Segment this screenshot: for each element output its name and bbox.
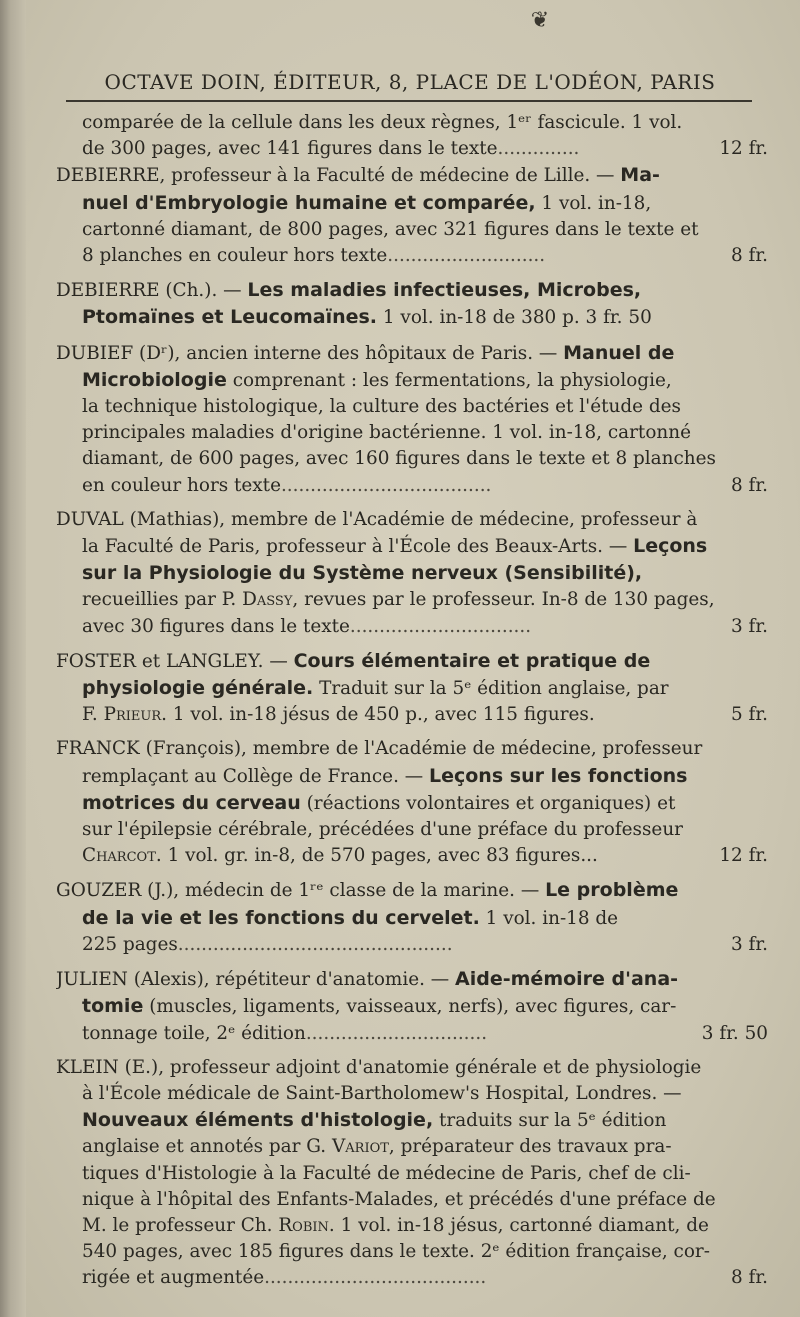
catalog-line: M. le professeur Ch. Robin. 1 vol. in-18 jésus, cartonné diamant, de xyxy=(82,1214,709,1236)
catalog-line: FRANCK (François), membre de l'Académie de médecine, professeur xyxy=(56,738,703,760)
price: 8 fr. xyxy=(731,245,768,267)
catalog-line: KLEIN (E.), professeur adjoint d'anatomie générale et de physiologie xyxy=(56,1056,702,1078)
catalog-line: GOUZER (J.), médecin de 1ʳᵉ classe de la marine. — Le problème xyxy=(56,879,679,902)
catalog-line: comparée de la cellule dans les deux règnes, 1ᵉʳ fascicule. 1 vol. xyxy=(82,112,683,133)
publisher-header: OCTAVE DOIN, ÉDITEUR, 8, PLACE DE L'ODÉON, PARIS xyxy=(104,70,716,94)
catalog-line: DEBIERRE (Ch.). — Les maladies infectieuses, Microbes, xyxy=(56,279,642,302)
catalog-line: Nouveaux éléments d'histologie, traduits sur la 5ᵉ édition xyxy=(82,1109,667,1132)
catalog-content xyxy=(56,110,768,1292)
catalog-line: DUVAL (Mathias), membre de l'Académie de médecine, professeur à xyxy=(56,508,698,530)
catalog-line: principales maladies d'origine bactérienne. 1 vol. in-18, cartonné xyxy=(82,422,691,444)
catalog-line: Microbiologie comprenant : les fermentations, la physiologie, xyxy=(82,368,672,391)
catalog-line: Ptomaïnes et Leucomaïnes. 1 vol. in-18 de 380 p. 3 fr. 50 xyxy=(82,306,652,329)
catalog-line: rigée et augmentée...................................... 8 fr. xyxy=(56,1265,768,1291)
catalog-line: de 300 pages, avec 141 figures dans le texte.............. 12 fr. xyxy=(56,136,768,162)
catalog-line: physiologie générale. Traduit sur la 5ᵉ édition anglaise, par xyxy=(82,677,669,700)
header-rule xyxy=(66,100,752,102)
catalog-line: avec 30 figures dans le texte............................... 3 fr. xyxy=(56,614,768,640)
catalog-line: F. Prieur. 1 vol. in-18 jésus de 450 p., avec 115 figures. 5 fr. xyxy=(56,702,768,728)
page-binding-edge xyxy=(0,0,26,1317)
catalog-line: 540 pages, avec 185 figures dans le texte. 2ᵉ édition française, cor- xyxy=(82,1241,710,1263)
catalog-line: JULIEN (Alexis), répétiteur d'anatomie. — Aide-mémoire d'ana- xyxy=(56,968,679,991)
catalog-line: en couleur hors texte.................................... 8 fr. xyxy=(56,473,768,499)
catalog-line: 225 pages............................................... 3 fr. xyxy=(56,932,768,958)
price: 12 fr. xyxy=(719,138,768,160)
catalog-line: sur l'épilepsie cérébrale, précédées d'une préface du professeur xyxy=(82,819,683,841)
price: 3 fr. 50 xyxy=(701,1022,768,1044)
catalog-line: nuel d'Embryologie humaine et comparée, 1 vol. in-18, xyxy=(82,191,652,214)
catalog-line: à l'École médicale de Saint-Bartholomew's Hospital, Londres. — xyxy=(82,1082,682,1104)
catalog-line: la technique histologique, la culture des bactéries et l'étude des xyxy=(82,396,681,418)
catalog-line: nique à l'hôpital des Enfants-Malades, et précédés d'une préface de xyxy=(82,1188,716,1210)
price: 3 fr. xyxy=(731,933,768,955)
catalog-line: remplaçant au Collège de France. — Leçons sur les fonctions xyxy=(82,764,688,787)
price: 8 fr. xyxy=(731,1267,768,1289)
catalog-line: FOSTER et LANGLEY. — Cours élémentaire et pratique de xyxy=(56,649,651,672)
catalog-line: DEBIERRE, professeur à la Faculté de médecine de Lille. — Ma- xyxy=(56,164,660,187)
catalog-line: anglaise et annotés par G. Variot, préparateur des travaux pra- xyxy=(82,1136,672,1158)
catalog-line: tiques d'Histologie à la Faculté de médecine de Paris, chef de cli- xyxy=(82,1162,691,1184)
price: 12 fr. xyxy=(719,845,768,867)
catalog-line: 8 planches en couleur hors texte........................... 8 fr. xyxy=(56,243,768,269)
catalog-line: de la vie et les fonctions du cervelet. 1 vol. in-18 de xyxy=(82,906,619,929)
catalog-line: tonnage toile, 2ᵉ édition............................... 3 fr. 50 xyxy=(56,1021,768,1047)
catalog-line: Charcot. 1 vol. gr. in-8, de 570 pages, avec 83 figures... 12 fr. xyxy=(56,843,768,869)
catalog-line: tomie (muscles, ligaments, vaisseaux, nerfs), avec figures, car- xyxy=(82,995,677,1018)
catalog-line: cartonné diamant, de 800 pages, avec 321 figures dans le texte et xyxy=(82,218,699,240)
price: 8 fr. xyxy=(731,474,768,496)
catalog-line: diamant, de 600 pages, avec 160 figures dans le texte et 8 planches xyxy=(82,448,716,470)
price: 3 fr. xyxy=(731,615,768,637)
price: 5 fr. xyxy=(731,704,768,726)
ornament-icon: ❦ xyxy=(530,8,550,33)
catalog-line: recueillies par P. Dassy, revues par le professeur. In-8 de 130 pages, xyxy=(82,589,715,611)
catalog-line: sur la Physiologie du Système nerveux (Sensibilité), xyxy=(82,562,643,585)
catalog-line: DUBIEF (Dʳ), ancien interne des hôpitaux de Paris. — Manuel de xyxy=(56,341,675,364)
catalog-line: motrices du cerveau (réactions volontaires et organiques) et xyxy=(82,791,676,814)
catalog-line: la Faculté de Paris, professeur à l'École des Beaux-Arts. — Leçons xyxy=(82,535,708,558)
